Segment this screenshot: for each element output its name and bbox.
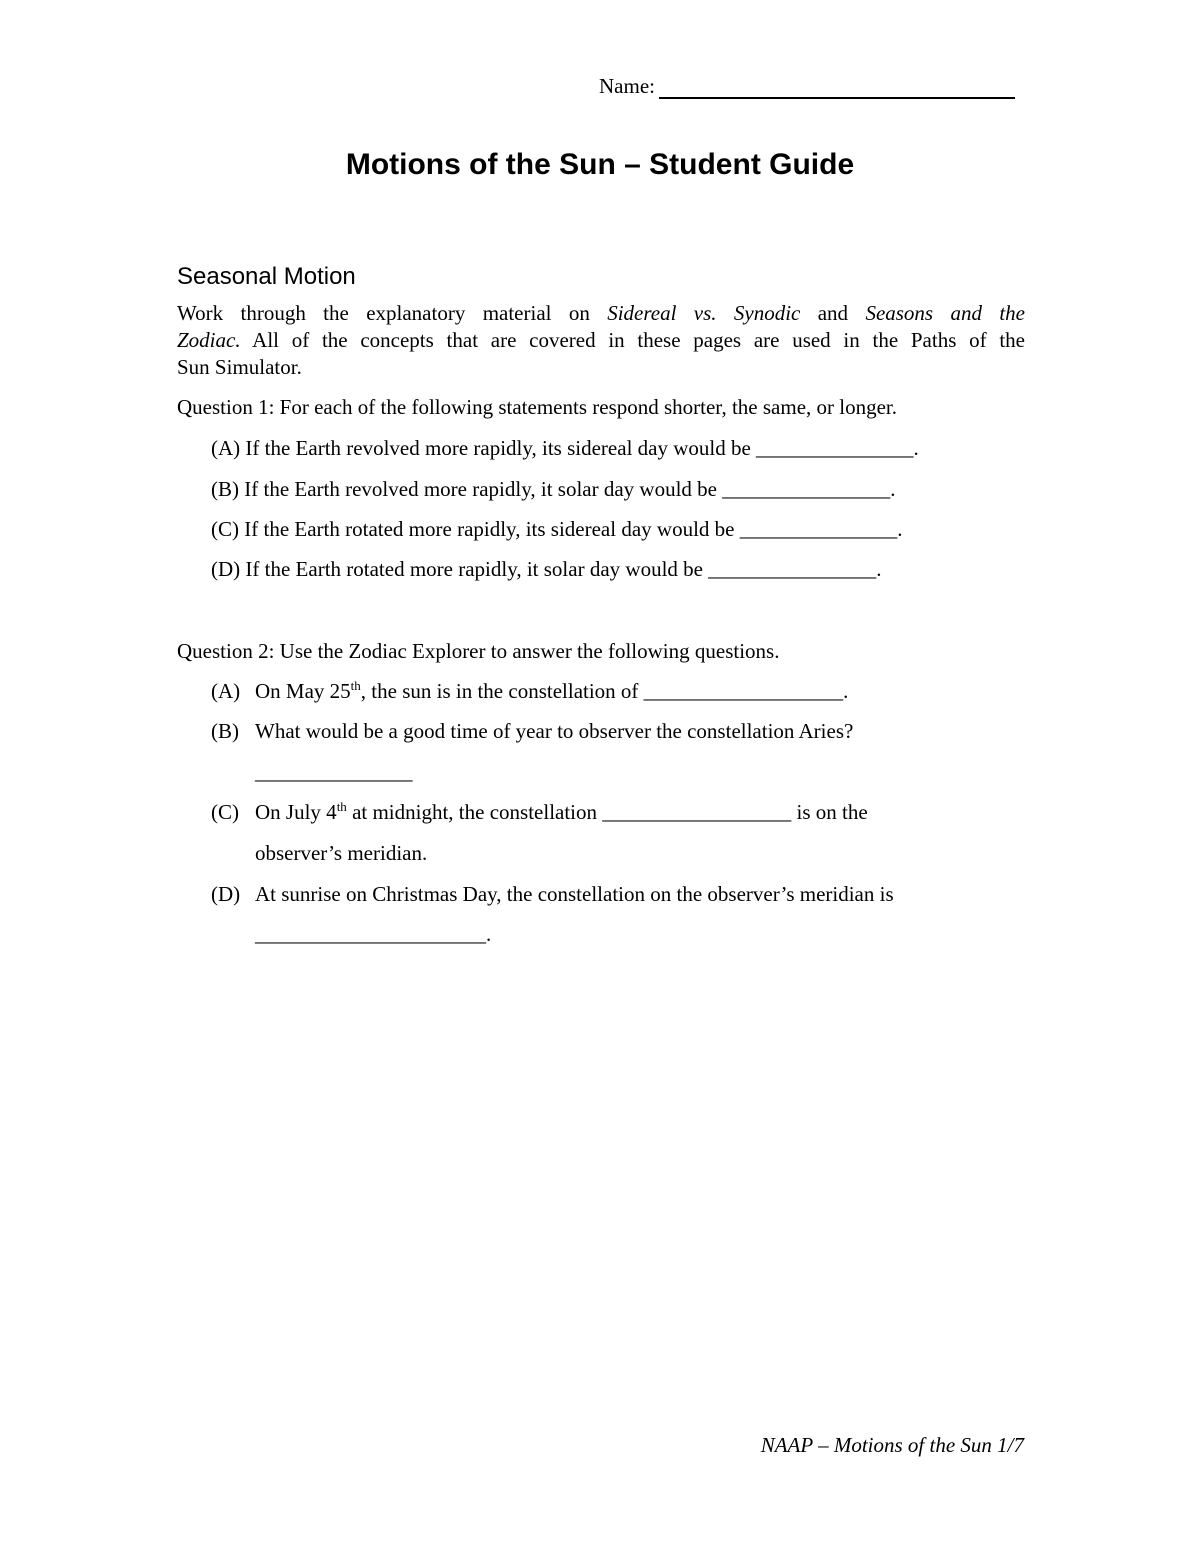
question-1-prompt: Question 1: For each of the following statements respond shorter, the same, or longer. [177, 395, 897, 419]
section-heading: Seasonal Motion [177, 263, 356, 290]
question-1-item-c: (C) If the Earth rotated more rapidly, its sidereal day would be _______________. [211, 517, 903, 541]
page-footer: NAAP – Motions of the Sun 1/7 [760, 1433, 1024, 1457]
intro-line-1: Work through the explanatory material on Sidereal vs. Synodic and Seasons and the [177, 301, 1025, 325]
name-field [599, 73, 1015, 99]
page-title: Motions of the Sun – Student Guide [345, 148, 855, 181]
question-1-item-d: (D) If the Earth rotated more rapidly, it solar day would be ________________. [211, 557, 882, 581]
question-2-item-b: (B) What would be a good time of year to observer the constellation Aries? [211, 719, 854, 743]
question-1-item-a: (A) If the Earth revolved more rapidly, its sidereal day would be _______________. [211, 436, 919, 460]
question-2-item-c: (C) On July 4th at midnight, the constellation __________________ is on the [211, 799, 868, 824]
question-2-item-c-line-2: observer’s meridian. [255, 841, 428, 865]
question-2-item-b-blank[interactable]: _______________ [255, 760, 413, 784]
intro-line-2: Zodiac. All of the concepts that are covered in these pages are used in the Paths of the [177, 328, 1025, 352]
question-2-item-a: (A) On May 25th, the sun is in the constellation of ___________________. [211, 678, 849, 703]
intro-line-3: Sun Simulator. [177, 355, 302, 379]
question-2-item-d: (D) At sunrise on Christmas Day, the constellation on the observer’s meridian is [211, 882, 894, 906]
intro-paragraph [177, 300, 1025, 381]
question-2-prompt: Question 2: Use the Zodiac Explorer to answer the following questions. [177, 639, 780, 663]
question-1-item-b: (B) If the Earth revolved more rapidly, it solar day would be ________________. [211, 477, 896, 501]
name-label: Name: [599, 74, 655, 98]
question-2-item-d-blank[interactable]: ______________________. [255, 922, 492, 946]
name-blank[interactable] [659, 73, 1015, 99]
